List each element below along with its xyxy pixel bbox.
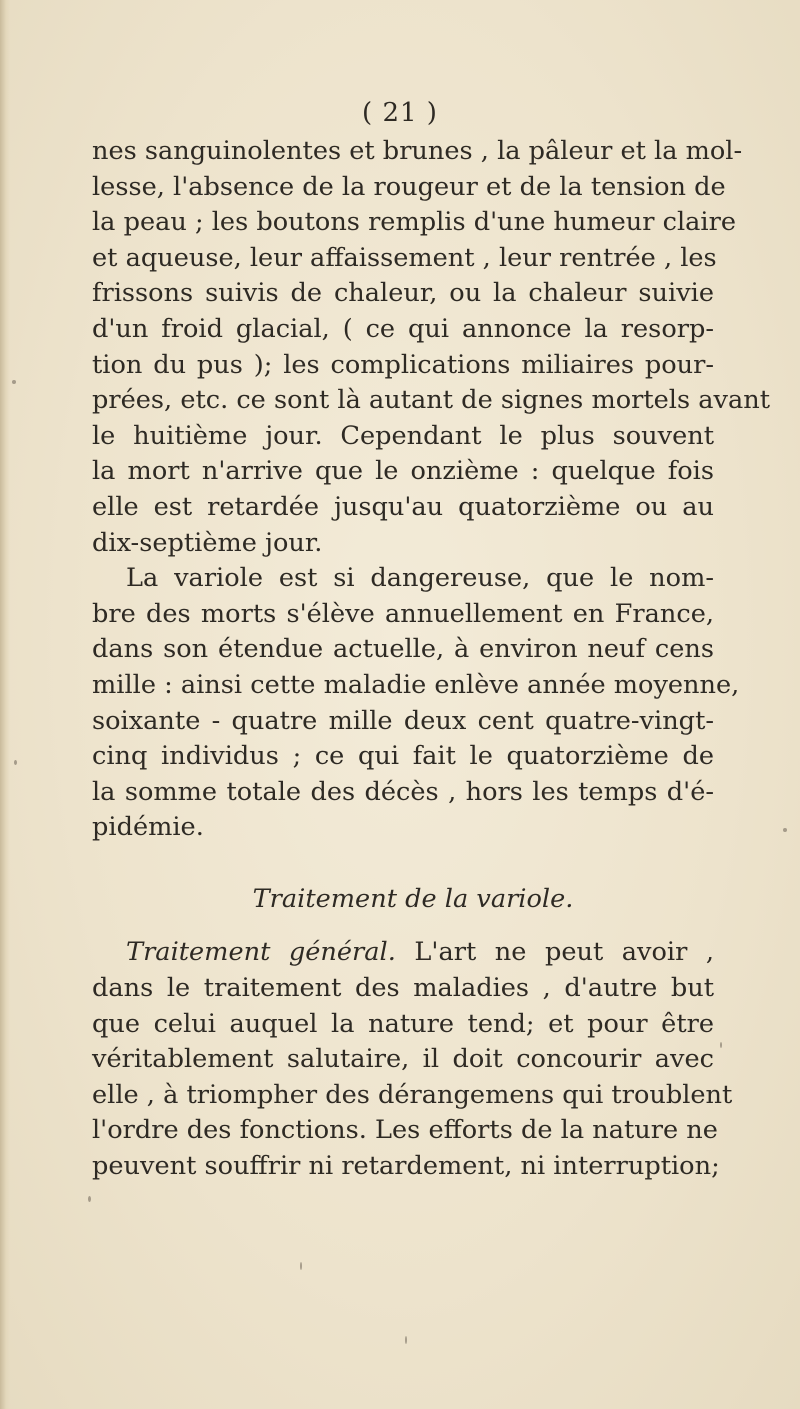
body-text bbox=[92, 134, 770, 1185]
text-line: véritablement salutaire, il doit concourir avec bbox=[92, 1044, 714, 1075]
paper-speck bbox=[88, 1196, 91, 1202]
text-line: frissons suivis de chaleur, ou la chaleur suivie bbox=[92, 278, 714, 309]
page-binding-edge bbox=[0, 0, 10, 1409]
text-line: la peau ; les boutons remplis d'une humeur claire bbox=[92, 207, 736, 238]
text-line: cinq individus ; ce qui fait le quatorzième de bbox=[92, 741, 714, 772]
text-line: l'ordre des fonctions. Les efforts de la nature ne bbox=[92, 1115, 718, 1146]
subsection-lead: Traitement général. bbox=[126, 937, 396, 968]
paper-speck bbox=[405, 1336, 407, 1344]
paper-speck bbox=[783, 828, 787, 832]
text-line: et aqueuse, leur affaissement , leur rentrée , les bbox=[92, 242, 717, 273]
text-line: prées, etc. ce sont là autant de signes mortels avant bbox=[92, 385, 770, 416]
text-line: mille : ainsi cette maladie enlève année moyenne, bbox=[92, 669, 740, 700]
text-line: le huitième jour. Cependant le plus souvent bbox=[92, 420, 714, 451]
text-line: dix-septième jour. bbox=[92, 527, 323, 558]
text-line: la somme totale des décès , hors les temps d'é- bbox=[92, 776, 714, 807]
text-line: que celui auquel la nature tend; et pour être bbox=[92, 1008, 714, 1039]
text-line: d'un froid glacial, ( ce qui annonce la resorp- bbox=[92, 313, 714, 344]
paper-speck bbox=[14, 760, 17, 765]
paragraph-3 bbox=[92, 935, 733, 1184]
text-line: elle , à triompher des dérangemens qui troublent bbox=[92, 1079, 733, 1110]
lead-line-rest: L'art ne peut avoir , bbox=[395, 937, 714, 968]
page-number: ( 21 ) bbox=[362, 98, 438, 128]
section-heading: Traitement de la variole. bbox=[252, 883, 574, 914]
text-line: tion du pus ); les complications miliaires pour- bbox=[92, 349, 714, 380]
paragraph-1 bbox=[92, 134, 770, 561]
text-line: nes sanguinolentes et brunes , la pâleur et la mol- bbox=[92, 136, 743, 166]
text-line: dans son étendue actuelle, à environ neuf cens bbox=[92, 634, 714, 665]
paper-speck bbox=[300, 1262, 302, 1270]
text-line bbox=[92, 935, 714, 971]
text-line: lesse, l'absence de la rougeur et de la tension de bbox=[92, 171, 726, 202]
paper-speck bbox=[12, 380, 16, 384]
text-line: la mort n'arrive que le onzième : quelque fois bbox=[92, 456, 714, 487]
text-line: elle est retardée jusqu'au quatorzième ou au bbox=[92, 491, 714, 522]
paragraph-2 bbox=[92, 561, 740, 846]
text-line: dans le traitement des maladies , d'autre but bbox=[92, 973, 714, 1004]
text-line: bre des morts s'élève annuellement en France, bbox=[92, 598, 714, 629]
paper-speck bbox=[720, 1042, 722, 1048]
text-line: soixante - quatre mille deux cent quatre-vingt- bbox=[92, 705, 714, 736]
text-line: peuvent souffrir ni retardement, ni interruption; bbox=[92, 1151, 720, 1182]
text-line: La variole est si dangereuse, que le nom- bbox=[126, 563, 714, 594]
text-line: pidémie. bbox=[92, 812, 204, 843]
